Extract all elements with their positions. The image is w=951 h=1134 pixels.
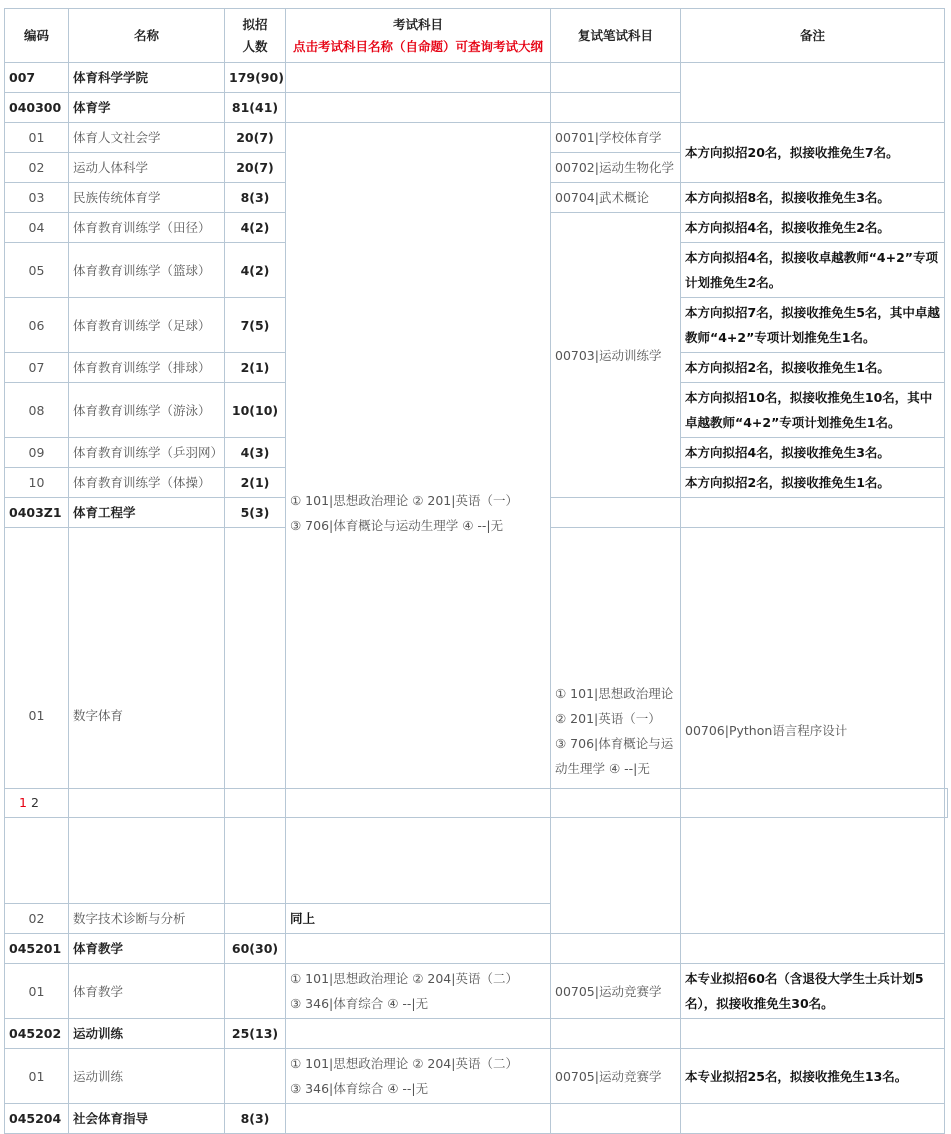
row-remark — [681, 63, 945, 123]
table-row — [5, 934, 945, 964]
row-retest — [551, 934, 681, 964]
row-remark: 本方向拟招4名，拟接收推免生3名。 — [681, 438, 945, 468]
row-remark: 本方向拟招7名，拟接收推免生5名，其中卓越教师“4+2”专项计划推免生1名。 — [681, 298, 945, 353]
row-code: 07 — [5, 353, 69, 383]
row-quota: 4(2) — [225, 213, 286, 243]
row-code: 045202 — [5, 1019, 69, 1049]
pagination — [4, 788, 948, 818]
row-code: 007 — [5, 63, 69, 93]
row-quota — [225, 1049, 286, 1104]
row-remark: 本方向拟招2名，拟接收推免生1名。 — [681, 353, 945, 383]
row-quota: 2(1) — [225, 353, 286, 383]
row-name: 体育人文社会学 — [69, 123, 225, 153]
row-retest: 00703|运动训练学 — [551, 213, 681, 498]
row-retest — [551, 1104, 681, 1134]
exam-outline-hint[interactable]: 点击考试科目名称（自命题）可查询考试大纲 — [292, 38, 543, 54]
row-name: 民族传统体育学 — [69, 183, 225, 213]
row-remark: 本方向拟招4名，拟接收卓越教师“4+2”专项计划推免生2名。 — [681, 243, 945, 298]
row-quota: 8(3) — [225, 1104, 286, 1134]
row-quota: 25(13) — [225, 1019, 286, 1049]
row-name: 体育教育训练学（游泳） — [69, 383, 225, 438]
table-header-row — [5, 9, 945, 63]
row-name: 运动训练 — [69, 1049, 225, 1104]
row-remark: 本方向拟招20名，拟接收推免生7名。 — [681, 123, 945, 183]
header-code: 编码 — [5, 9, 69, 63]
row-retest: 00702|运动生物化学 — [551, 153, 681, 183]
row-retest — [551, 93, 681, 123]
row-retest: 00704|武术概论 — [551, 183, 681, 213]
row-name: 体育工程学 — [69, 498, 225, 528]
row-quota: 4(2) — [225, 243, 286, 298]
row-exam — [551, 498, 681, 528]
row-name: 运动人体科学 — [69, 153, 225, 183]
row-name: 体育科学学院 — [69, 63, 225, 93]
row-name: 体育学 — [69, 93, 225, 123]
row-code: 01 — [5, 1049, 69, 1104]
row-name: 社会体育指导 — [69, 1104, 225, 1134]
row-quota: 7(5) — [225, 298, 286, 353]
table-row — [5, 63, 945, 93]
row-remark: 本方向拟招2名，拟接收推免生1名。 — [681, 468, 945, 498]
row-remark — [681, 498, 945, 528]
table-row — [5, 123, 945, 153]
row-quota: 4(3) — [225, 438, 286, 468]
table-row — [5, 1019, 945, 1049]
header-exam: 考试科目 点击考试科目名称（自命题）可查询考试大纲 — [286, 9, 551, 63]
exam-subjects-0403Z1[interactable]: ① 101|思想政治理论 ② 201|英语（一） ③ 706|体育概论与运动生理学 ④ --|无 — [551, 528, 681, 934]
row-remark: 本方向拟招10名，拟接收推免生10名，其中卓越教师“4+2”专项计划推免生1名。 — [681, 383, 945, 438]
row-name: 数字技术诊断与分析 — [69, 904, 225, 934]
row-code: 0403Z1 — [5, 498, 69, 528]
row-remark: 本方向拟招4名，拟接收推免生2名。 — [681, 213, 945, 243]
row-code: 040300 — [5, 93, 69, 123]
row-code: 045204 — [5, 1104, 69, 1134]
row-code: 045201 — [5, 934, 69, 964]
row-code: 06 — [5, 298, 69, 353]
row-remark: 同上 — [286, 904, 551, 934]
row-quota: 5(3) — [225, 498, 286, 528]
exam-subjects-040300[interactable]: ① 101|思想政治理论 ② 201|英语（一） ③ 706|体育概论与运动生理学 ④ --|无 — [286, 123, 551, 904]
header-quota: 拟招 人数 — [225, 9, 286, 63]
table-row — [5, 964, 945, 1019]
row-name: 体育教育训练学（篮球） — [69, 243, 225, 298]
row-code: 01 — [5, 123, 69, 153]
row-code: 08 — [5, 383, 69, 438]
row-retest: 00706|Python语言程序设计 — [681, 528, 945, 934]
header-name: 名称 — [69, 9, 225, 63]
row-name: 体育教育训练学（排球） — [69, 353, 225, 383]
row-quota: 179(90) — [225, 63, 286, 93]
row-name: 体育教学 — [69, 964, 225, 1019]
row-retest — [551, 63, 681, 93]
table-row — [5, 1104, 945, 1134]
row-retest — [551, 1019, 681, 1049]
row-quota: 2(1) — [225, 468, 286, 498]
row-remark — [681, 1019, 945, 1049]
header-remark: 备注 — [681, 9, 945, 63]
row-quota: 10(10) — [225, 383, 286, 438]
row-exam — [286, 63, 551, 93]
row-quota — [225, 964, 286, 1019]
row-name: 体育教育训练学（足球） — [69, 298, 225, 353]
row-quota: 81(41) — [225, 93, 286, 123]
row-exam — [286, 1104, 551, 1134]
row-remark: 本方向拟招8名，拟接收推免生3名。 — [681, 183, 945, 213]
row-quota: 20(7) — [225, 123, 286, 153]
row-code: 01 — [5, 528, 69, 904]
row-name: 体育教育训练学（体操） — [69, 468, 225, 498]
row-name: 运动训练 — [69, 1019, 225, 1049]
row-code: 02 — [5, 153, 69, 183]
row-retest: 00701|学校体育学 — [551, 123, 681, 153]
row-code: 02 — [5, 904, 69, 934]
row-code: 01 — [5, 964, 69, 1019]
row-code: 05 — [5, 243, 69, 298]
page-1-link[interactable]: 1 — [19, 795, 27, 810]
row-exam — [286, 93, 551, 123]
row-name: 体育教育训练学（乒羽网） — [69, 438, 225, 468]
row-remark: 本专业拟招25名，拟接收推免生13名。 — [681, 1049, 945, 1104]
row-quota: 20(7) — [225, 153, 286, 183]
row-code: 04 — [5, 213, 69, 243]
exam-subjects-045201[interactable]: ① 101|思想政治理论 ② 204|英语（二） ③ 346|体育综合 ④ --|无 — [286, 964, 551, 1019]
row-quota — [225, 904, 286, 934]
row-retest: 00705|运动竞赛学 — [551, 1049, 681, 1104]
row-name: 体育教育训练学（田径） — [69, 213, 225, 243]
row-remark — [681, 934, 945, 964]
row-name: 数字体育 — [69, 528, 225, 904]
header-retest: 复试笔试科目 — [551, 9, 681, 63]
row-name: 体育教学 — [69, 934, 225, 964]
row-remark — [681, 1104, 945, 1134]
row-code: 10 — [5, 468, 69, 498]
row-code: 09 — [5, 438, 69, 468]
row-quota: 8(3) — [225, 183, 286, 213]
row-quota — [225, 528, 286, 904]
row-quota: 60(30) — [225, 934, 286, 964]
exam-subjects-045202[interactable]: ① 101|思想政治理论 ② 204|英语（二） ③ 346|体育综合 ④ --|无 — [286, 1049, 551, 1104]
row-code: 03 — [5, 183, 69, 213]
row-exam — [286, 934, 551, 964]
row-retest: 00705|运动竞赛学 — [551, 964, 681, 1019]
table-row — [5, 1049, 945, 1104]
program-table — [4, 8, 945, 1134]
page-2-link[interactable]: 2 — [30, 795, 39, 810]
row-remark: 本专业拟招60名（含退役大学生士兵计划5名），拟接收推免生30名。 — [681, 964, 945, 1019]
row-exam — [286, 1019, 551, 1049]
